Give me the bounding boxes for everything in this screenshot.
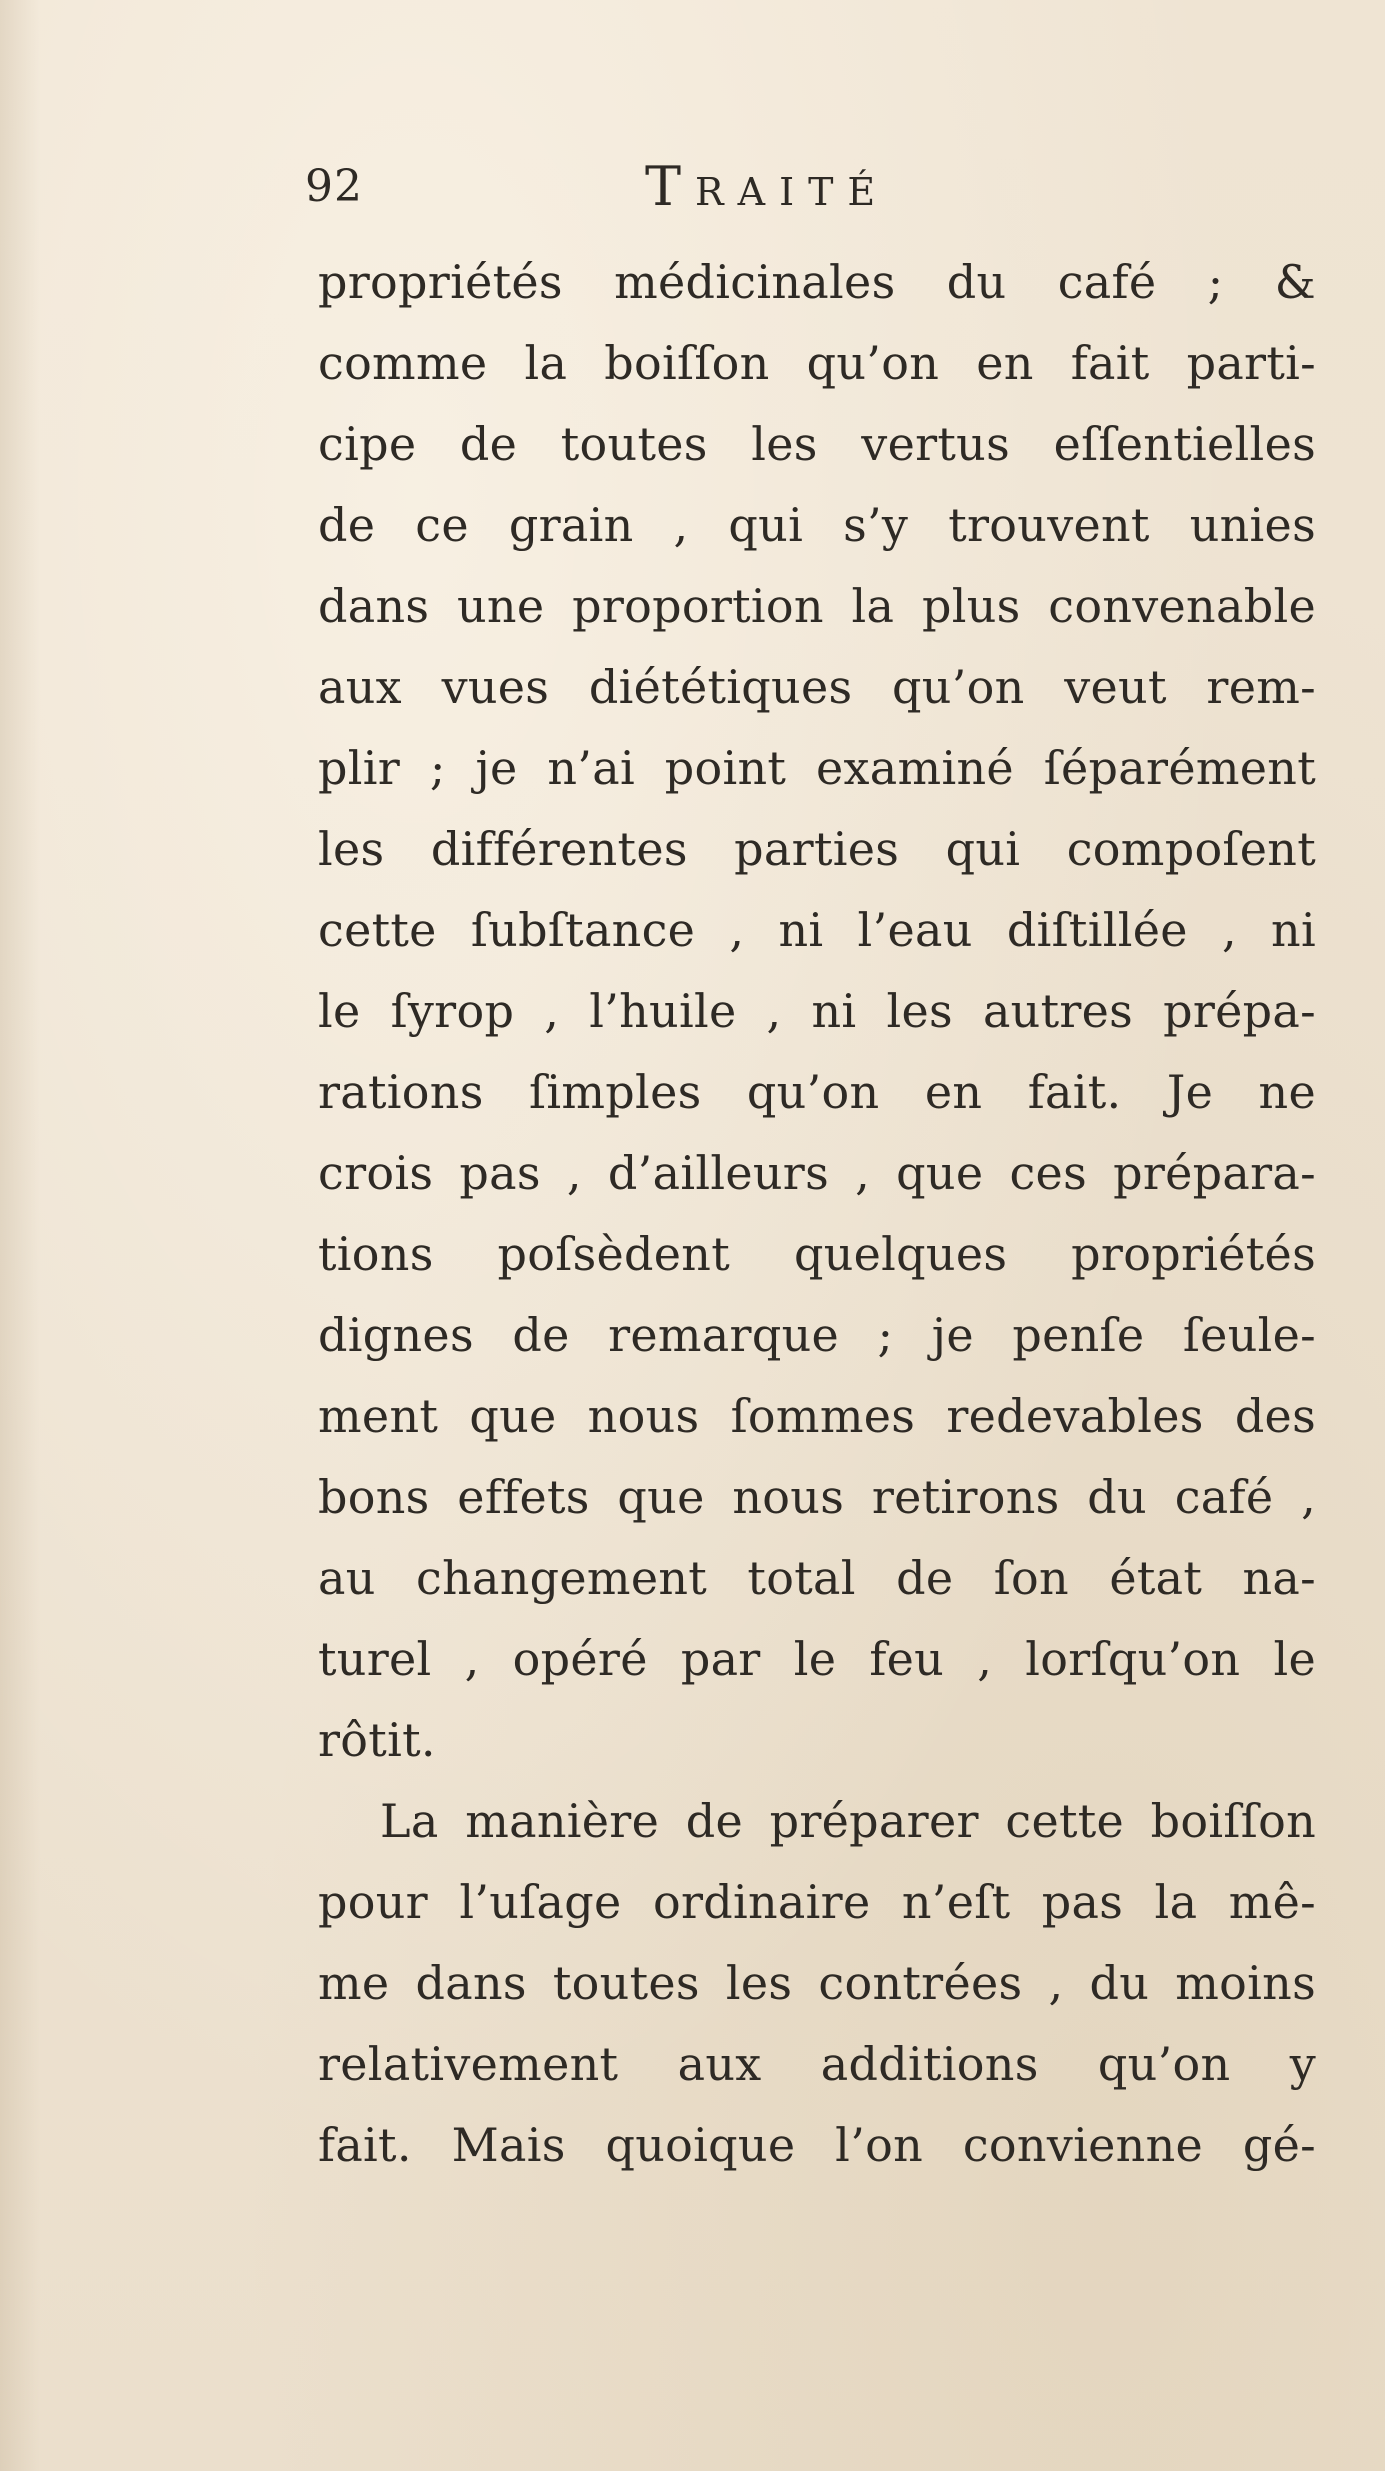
text-line: aux vues diététiques qu’on veut rem- (318, 660, 1316, 714)
text-line: au changement total de ſon état na- (318, 1551, 1316, 1605)
text-line: plir ; je n’ai point examiné ſéparément (318, 741, 1316, 795)
paragraph-end-line: rôtit. (318, 1713, 436, 1767)
text-line: pour l’uſage ordinaire n’eſt pas la mê- (318, 1875, 1316, 1929)
running-head: Traité (645, 155, 890, 218)
text-line: turel , opéré par le feu , lorſqu’on le (318, 1632, 1316, 1686)
text-line: tions poſsèdent quelques propriétés (318, 1227, 1316, 1281)
page-header (305, 155, 1025, 225)
text-line: comme la boiſſon qu’on en fait parti- (318, 336, 1316, 390)
text-line: les différentes parties qui compoſent (318, 822, 1316, 876)
text-line: bons effets que nous retirons du café , (318, 1470, 1316, 1524)
page-number: 92 (305, 161, 363, 212)
text-line: le ſyrop , l’huile , ni les autres prépa- (318, 984, 1316, 1038)
text-line: dignes de remarque ; je penſe ſeule- (318, 1308, 1316, 1362)
text-line: ment que nous ſommes redevables des (318, 1389, 1316, 1443)
text-line: relativement aux additions qu’on y (318, 2037, 1316, 2091)
text-line: cipe de toutes les vertus eſſentielles (318, 417, 1316, 471)
body-text (318, 242, 1316, 2186)
text-line: dans une proportion la plus convenable (318, 579, 1316, 633)
paragraph-start-line: La manière de préparer cette boiſſon (380, 1794, 1316, 1848)
text-line: fait. Mais quoique l’on convienne gé- (318, 2118, 1316, 2172)
text-line: crois pas , d’ailleurs , que ces prépara- (318, 1146, 1316, 1200)
text-line: rations ſimples qu’on en fait. Je ne (318, 1065, 1316, 1119)
text-line: me dans toutes les contrées , du moins (318, 1956, 1316, 2010)
text-line: de ce grain , qui s’y trouvent unies (318, 498, 1316, 552)
text-line: propriétés médicinales du café ; & (318, 255, 1316, 309)
page-edge-shadow (0, 0, 40, 2471)
text-line: cette ſubſtance , ni l’eau diſtillée , ni (318, 903, 1316, 957)
